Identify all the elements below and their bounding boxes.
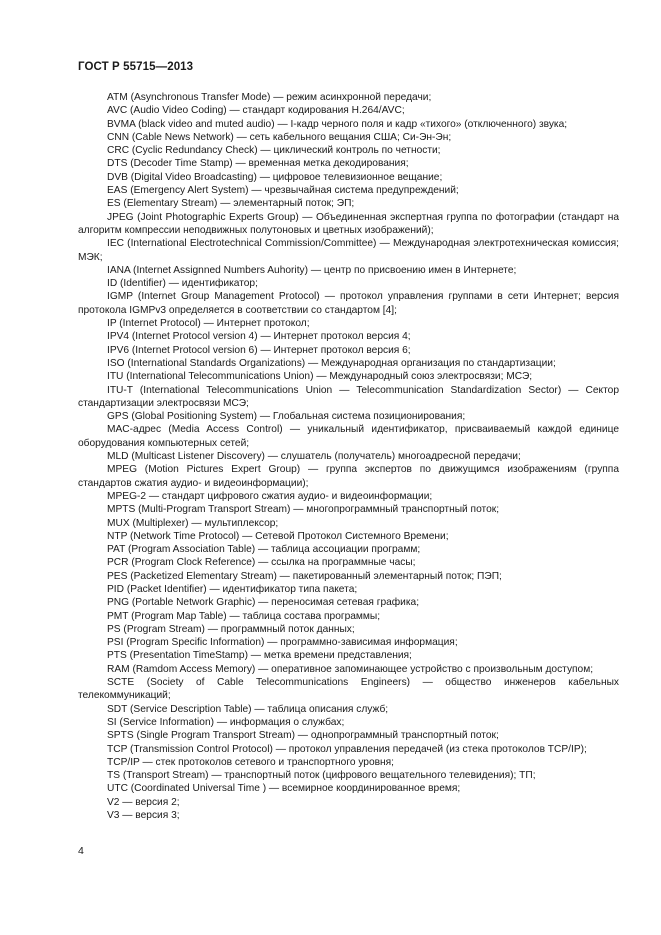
abbreviation-entry: PCR (Program Clock Reference) — ссылка на программные часы;: [107, 557, 416, 569]
abbreviation-entry: DTS (Decoder Time Stamp) — временная метка декодирования;: [107, 158, 409, 170]
abbreviation-entry: MPTS (Multi-Program Transport Stream) — многопрограммный транспортный поток;: [107, 504, 500, 516]
abbreviation-entry: ES (Elementary Stream) — элементарный поток; ЭП;: [107, 198, 355, 210]
abbreviation-entry: PMT (Program Map Table) — таблица состава программы;: [107, 610, 381, 622]
abbreviation-entry: BVMA (black video and muted audio) — I-кадр черного поля и кадр «тихого» (отключенного) звука;: [107, 118, 568, 130]
abbreviation-entry: EAS (Emergency Alert System) — чрезвычайная система предупреждений;: [107, 185, 459, 197]
abbreviation-entry: IPV4 (Internet Protocol version 4) — Интернет протокол версия 4;: [107, 331, 411, 343]
abbreviation-entry: IPV6 (Internet Protocol version 6) — Интернет протокол версия 6;: [107, 344, 411, 356]
abbreviation-entry: PSI (Program Specific Information) — программно-зависимая информация;: [107, 637, 458, 649]
abbreviation-entry: RAM (Ramdom Access Memory) — оперативное запоминающее устройство с произвольным доступом;: [107, 663, 594, 675]
abbreviation-entry: MAC-адрес (Media Access Control) — уникальный идентификатор, присваиваемый каждой единице оборудования компьютерных сетей;: [78, 424, 619, 449]
abbreviation-entry: TCP/IP — стек протоколов сетевого и транспортного уровня;: [107, 756, 395, 768]
abbreviation-entry: SPTS (Single Program Transport Stream) — однопрограммный транспортный поток;: [107, 730, 499, 742]
abbreviation-entry: V3 — версия 3;: [107, 810, 180, 822]
abbreviation-entry: ITU (International Telecommunications Union) — Международный союз электросвязи; МСЭ;: [107, 371, 533, 383]
abbreviation-entry: IANA (Internet Assignned Numbers Auhority) — центр по присвоению имен в Интернете;: [107, 264, 517, 276]
abbreviation-entry: ID (Identifier) — идентификатор;: [107, 278, 258, 290]
abbreviation-entry: GPS (Global Positioning System) — Глобальная система позиционирования;: [107, 411, 466, 423]
abbreviation-entry: TCP (Transmission Control Protocol) — протокол управления передачей (из стека протоколов TCP/IP);: [107, 743, 587, 755]
abbreviation-entry: MUX (Multiplexer) — мультиплексор;: [107, 517, 279, 529]
abbreviation-entry: ISO (International Standards Organizations) — Международная организация по стандартизации;: [107, 357, 556, 369]
abbreviation-entry: CNN (Cable News Network) — сеть кабельного вещания США; Си-Эн-Эн;: [107, 131, 452, 143]
abbreviation-entry: V2 — версия 2;: [107, 796, 180, 808]
abbreviation-entry: TS (Transport Stream) — транспортный поток (цифрового вещательного телевидения); ТП;: [107, 770, 536, 782]
abbreviation-entry: UTC (Coordinated Universal Time ) — всемирное координированное время;: [107, 783, 461, 795]
document-header: ГОСТ Р 55715—2013: [78, 61, 194, 73]
abbreviation-entry: PID (Packet Identifier) — идентификатор типа пакета;: [107, 583, 358, 595]
abbreviation-entry: PTS (Presentation TimeStamp) — метка времени представления;: [107, 650, 412, 662]
abbreviation-entry: IP (Internet Protocol) — Интернет протокол;: [107, 318, 310, 330]
abbreviation-entry: AVC (Audio Video Coding) — стандарт кодирования H.264/AVC;: [107, 105, 405, 117]
abbreviation-entry: MLD (Multicast Listener Discovery) — слушатель (получатель) многоадресной передачи;: [107, 451, 521, 463]
abbreviation-entry: PNG (Portable Network Graphic) — переносимая сетевая графика;: [107, 597, 420, 609]
abbreviation-entry: NTP (Network Time Protocol) — Сетевой Протокол Системного Времени;: [107, 530, 449, 542]
abbreviation-entry: JPEG (Joint Photographic Experts Group) — Объединенная экспертная группа по фотографии (стандарт на алгоритм компрессии неподвижных полутоновых и цветных изображений);: [78, 211, 619, 236]
abbreviation-entry: MPEG-2 — стандарт цифрового сжатия аудио- и видеоинформации;: [107, 490, 433, 502]
abbreviation-entry: PAT (Program Association Table) — таблица ассоциации программ;: [107, 544, 421, 556]
abbreviation-entry: PES (Packetized Elementary Stream) — пакетированный элементарный поток; ПЭП;: [107, 570, 502, 582]
page-number: 4: [78, 845, 84, 857]
abbreviation-entry: MPEG (Motion Pictures Expert Group) — группа экспертов по движущимся изображениям (группа стандартов сжатия аудио- и видеоинформации);: [78, 464, 619, 489]
abbreviation-entry: SCTE (Society of Cable Telecommunications Engineers) — общество инженеров кабельных телекоммуникаций;: [78, 677, 619, 702]
abbreviation-entry: PS (Program Stream) — программный поток данных;: [107, 623, 355, 635]
abbreviation-entry: SDT (Service Description Table) — таблица описания служб;: [107, 703, 389, 715]
abbreviations-list: [78, 91, 619, 822]
abbreviation-entry: IGMP (Internet Group Management Protocol) — протокол управления группами в сети Интернет; версия протокола IGMPv3 определяется в соответствии со стандартом [4];: [78, 291, 619, 316]
abbreviation-entry: ITU-T (International Telecommunications Union — Telecommunication Standardization Sector) — Сектор стандартизации электросвязи МСЭ;: [78, 384, 619, 409]
abbreviation-entry: SI (Service Information) — информация о службах;: [107, 716, 345, 728]
abbreviation-entry: DVB (Digital Video Broadcasting) — цифровое телевизионное вещание;: [107, 171, 443, 183]
abbreviation-entry: IEC (International Electrotechnical Commission/Committee) — Международная электротехническая комиссия; МЭК;: [78, 238, 619, 263]
abbreviation-entry: CRC (Cyclic Redundancy Check) — циклический контроль по четности;: [107, 145, 441, 157]
abbreviation-entry: ATM (Asynchronous Transfer Mode) — режим асинхронной передачи;: [107, 92, 432, 103]
